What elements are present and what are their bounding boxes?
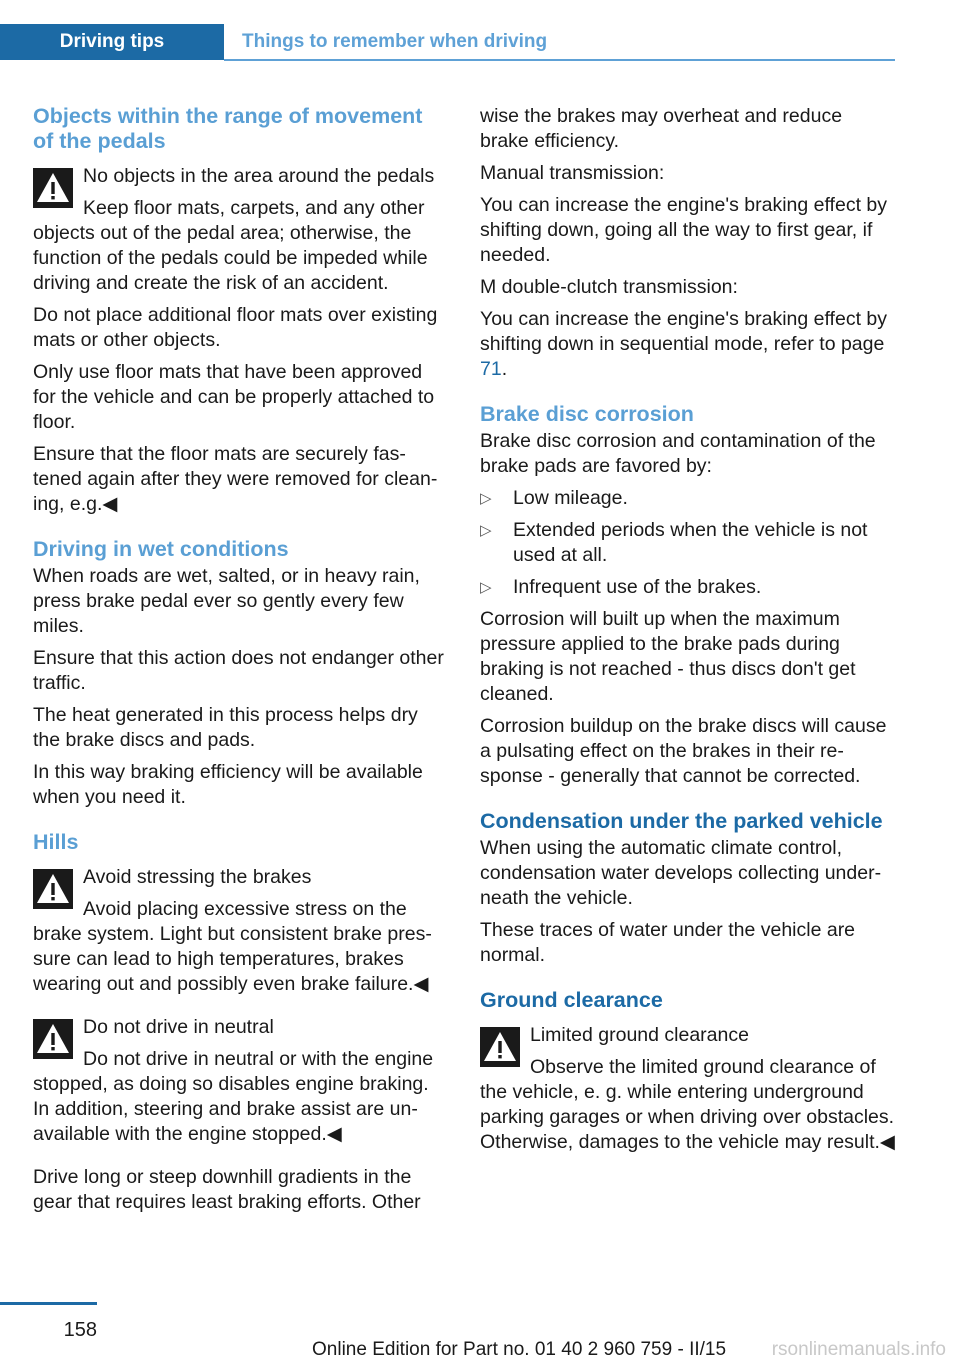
paragraph: These traces of water under the vehicle are normal. [480, 919, 856, 966]
ground-clearance-warning [480, 1023, 896, 1155]
section-title[interactable]: Things to remember when driving [242, 31, 548, 52]
paragraph: When using the automatic climate control, condensation water develops collecting underneath the vehicle. [480, 837, 882, 909]
paragraph: Ensure that the floor mats are securely fastened again after they were removed for cleaning, e.g.◀ [33, 443, 438, 515]
corrosion-list [480, 486, 896, 600]
triangle-right-bullet-icon: ▷ [480, 490, 492, 507]
dct-text-end: . [501, 358, 508, 380]
paragraph: In this way braking efficiency will be available when you need it. [33, 761, 423, 808]
paragraph: When roads are wet, salted, or in heavy rain, press brake pedal ever so gently every few miles. [33, 565, 420, 637]
watermark: rsonlinemanuals.info [771, 1339, 946, 1360]
warning-text: Avoid placing excessive stress on the brake system. Light but consistent brake pressure can lead to high temperatures, brakes wearing out and possibly even brake failure.◀ [33, 898, 432, 995]
page-number: 158 [63, 1319, 97, 1341]
triangle-right-bullet-icon: ▷ [480, 522, 492, 539]
paragraph: wise the brakes may overheat and reduce brake efficiency. [480, 105, 843, 152]
warning-title: Do not drive in neutral [83, 1016, 274, 1038]
warning-title: Avoid stressing the brakes [83, 866, 312, 888]
ground-clearance-heading: Ground clearance [480, 988, 663, 1012]
page-number-rule [0, 1302, 97, 1305]
paragraph: Do not place additional floor mats over existing mats or other objects. [33, 304, 438, 351]
warning-text: Observe the limited ground clearance of the vehicle, e. g. while entering underground parking garages or when driving over obstacles. Otherwise, damages to the vehicle may result.◀ [480, 1056, 895, 1153]
list-item: ▷ Infrequent use of the brakes. [480, 576, 762, 598]
pedals-warning [33, 164, 446, 296]
left-column [33, 104, 446, 1222]
warning-text: Keep floor mats, carpets, and any other objects out of the pedal area; otherwise, the function of the pedals could be impeded while driving and create the risk of an accident. [33, 197, 428, 294]
paragraph: Only use floor mats that have been approved for the vehicle and can be properly attached to floor. [33, 361, 435, 433]
warning-title: Limited ground clearance [530, 1024, 749, 1046]
triangle-right-bullet-icon: ▷ [480, 579, 492, 596]
brake-disc-corrosion-heading: Brake disc corrosion [480, 402, 694, 426]
page-link[interactable]: 71 [480, 358, 502, 380]
edition-text: Online Edition for Part no. 01 40 2 960 759 - II/15 [312, 1339, 727, 1360]
dct-label: M double-clutch transmission: [480, 276, 738, 298]
warning-triangle-icon [33, 1019, 73, 1059]
paragraph: Corrosion buildup on the brake discs will cause a pulsating effect on the brakes in their response - generally that cannot be corrected. [480, 715, 887, 787]
warning-triangle-icon [480, 1027, 520, 1067]
paragraph: Corrosion will built up when the maximum pressure applied to the brake pads during braking is not reached - thus discs don't get cleaned. [480, 608, 856, 705]
chapter-tab[interactable]: Driving tips [0, 24, 224, 60]
wet-conditions-heading: Driving in wet conditions [33, 537, 289, 561]
hills-warning-neutral [33, 1015, 446, 1147]
page-header [0, 24, 895, 62]
manual-transmission-label: Manual transmission: [480, 162, 665, 184]
header-rule [224, 59, 895, 61]
pedals-heading: Objects within the range of movement of the pedals [33, 104, 423, 153]
warning-triangle-icon [33, 168, 73, 208]
list-item: ▷ Low mileage. [480, 487, 628, 509]
right-column [480, 104, 896, 1162]
hills-warning-brakes [33, 865, 446, 997]
paragraph: Drive long or steep downhill gradients in the gear that requires least braking efforts. Other [33, 1166, 421, 1213]
paragraph: You can increase the engine's braking effect by shifting down, going all the way to first gear, if needed. [480, 194, 888, 266]
paragraph [480, 307, 896, 382]
condensation-heading: Condensation under the parked vehicle [480, 809, 883, 833]
warning-text: Do not drive in neutral or with the engine stopped, as doing so disables engine braking. In addition, steering and brake assist are unavailable with the engine stopped.◀ [33, 1048, 434, 1145]
warning-title: No objects in the area around the pedals [83, 165, 435, 187]
paragraph: The heat generated in this process helps dry the brake discs and pads. [33, 704, 418, 751]
list-item: ▷ Extended periods when the vehicle is not used at all. [480, 519, 868, 566]
warning-triangle-icon [33, 869, 73, 909]
hills-heading: Hills [33, 830, 79, 854]
paragraph: Ensure that this action does not endanger other traffic. [33, 647, 444, 694]
dct-text: You can increase the engine's braking effect by shifting down in sequential mode, refer to page [480, 308, 888, 355]
paragraph: Brake disc corrosion and contamination of the brake pads are favored by: [480, 430, 876, 477]
